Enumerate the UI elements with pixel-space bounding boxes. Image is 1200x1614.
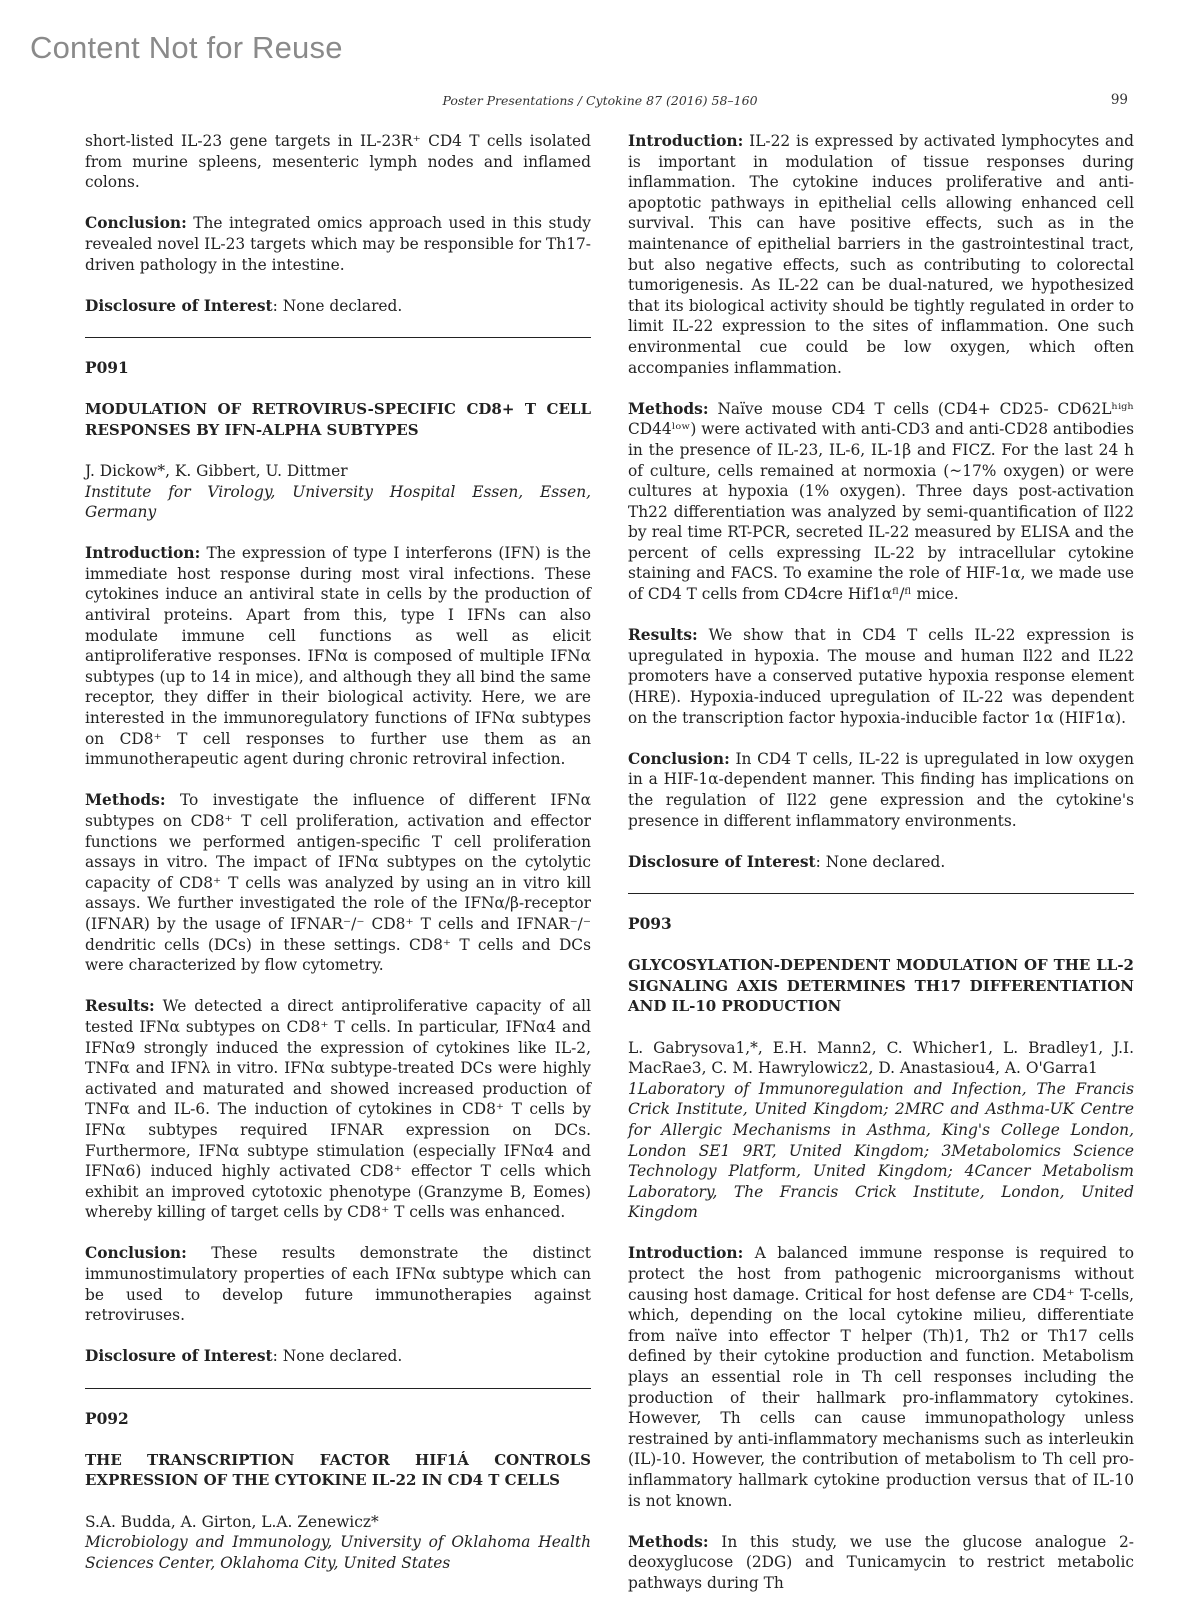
conclusion-text: In CD4 T cells, IL-22 is upregulated in low oxygen in a HIF-1α-dependent manner. This finding has implications on the regulation of Il22 gene expression and the cytokine's presence in different inflammatory environments.: [628, 749, 1134, 830]
introduction-label: Introduction:: [85, 544, 201, 563]
methods-paragraph: [85, 790, 591, 975]
methods-paragraph: [628, 399, 1134, 605]
carry-paragraph: short-listed IL-23 gene targets in IL-23R⁺ CD4 T cells isolated from murine spleens, mesenteric lymph nodes and inflamed colons.: [85, 132, 591, 192]
introduction-label: Introduction:: [628, 1244, 744, 1263]
conclusion-paragraph: [85, 1243, 591, 1325]
disclosure-label: Disclosure of Interest: [85, 296, 273, 315]
disclosure-paragraph: [85, 1346, 591, 1367]
results-paragraph: [85, 996, 591, 1223]
introduction-paragraph: [628, 131, 1134, 378]
running-head: Poster Presentations / Cytokine 87 (2016) 58–160: [442, 93, 758, 108]
abstract-authors: J. Dickow*, K. Gibbert, U. Dittmer: [85, 461, 348, 480]
methods-label: Methods:: [628, 399, 709, 418]
methods-label: Methods:: [628, 1532, 709, 1551]
introduction-label: Introduction:: [628, 132, 744, 150]
abstract-code: P093: [628, 914, 672, 933]
introduction-paragraph: [628, 1243, 1134, 1511]
section-divider: [85, 337, 591, 338]
section-divider: [628, 893, 1134, 894]
abstract-title: MODULATION OF RETROVIRUS-SPECIFIC CD8+ T CELL RESPONSES BY IFN-ALPHA SUBTYPES: [85, 400, 591, 439]
page-number: 99: [1110, 92, 1128, 108]
results-label: Results:: [628, 626, 698, 645]
abstract-title: THE TRANSCRIPTION FACTOR HIF1Á CONTROLS EXPRESSION OF THE CYTOKINE IL-22 IN CD4 T CELLS: [85, 1450, 591, 1490]
disclosure-text: : None declared.: [272, 296, 403, 315]
results-label: Results:: [85, 997, 155, 1016]
section-divider: [85, 1388, 591, 1389]
introduction-text: A balanced immune response is required to protect the host from pathogenic microorganisms without causing host damage. Critical for host defense are CD4⁺ T-cells, which, depending on the local cytokine milieu, differentiate from naïve into effector T helper (Th)1, Th2 or Th17 cells defined by their cytokine production and function. Metabolism plays an essential role in Th cell responses including the production of their hallmark pro-inflammatory cytokines. However, Th cells can cause immunopathology unless restrained by anti-inflammatory mechanisms such as interleukin (IL)-10. However, the contribution of metabolism to Th cell pro-inflammatory hallmark cytokine production versus that of IL-10 is not known.: [628, 1244, 1134, 1510]
disclosure-label: Disclosure of Interest: [85, 1347, 273, 1366]
abstract-title: GLYCOSYLATION-DEPENDENT MODULATION OF THE LL-2 SIGNALING AXIS DETERMINES TH17 DIFFERENTIATION AND IL-10 PRODUCTION: [628, 956, 1134, 1016]
carry-conclusion: [85, 213, 591, 275]
disclosure-text: : None declared.: [815, 852, 946, 871]
methods-text: In this study, we use the glucose analogue 2-deoxyglucose (2DG) and Tunicamycin to restrict metabolic pathways during Th: [628, 1532, 1134, 1592]
disclosure-label: Disclosure of Interest: [628, 852, 816, 871]
abstract-code: P091: [85, 358, 129, 377]
watermark: Content Not for Reuse: [30, 30, 343, 65]
introduction-text: IL-22 is expressed by activated lymphocytes and is important in modulation of tissue responses during inflammation. The cytokine induces proliferative and anti-apoptotic pathways in epithelial cells allowing enhanced cell survival. This can have positive effects, such as in the maintenance of epithelial barriers in the gastrointestinal tract, but also negative effects, such as contributing to colorectal tumorigenesis. As IL-22 can be dual-natured, we hypothesized that its biological activity should be tightly regulated in order to limit IL-22 expression to the sites of inflammation. One such environmental cue could be low oxygen, which often accompanies inflammation.: [628, 132, 1134, 377]
methods-paragraph: [628, 1532, 1134, 1594]
methods-text: Naïve mouse CD4 T cells (CD4+ CD25- CD62Lʰⁱᵍʰ CD44ˡᵒʷ) were activated with anti-CD3 and anti-CD28 antibodies in the presence of IL-23, IL-6, IL-1β and FICZ. For the last 24 h of culture, cells remained at normoxia (~17% oxygen) or were cultures at hypoxia (1% oxygen). Three days post-activation Th22 differentiation was analyzed by semi-quantification of Il22 by real time RT-PCR, secreted IL-22 measured by ELISA and the percent of cells expressing IL-22 by intracellular cytokine staining and FACS. To examine the role of HIF-1α, we made use of CD4 T cells from CD4cre Hif1αᶠˡ/ᶠˡ mice.: [628, 399, 1134, 604]
introduction-text: The expression of type I interferons (IFN) is the immediate host response during most viral infections. These cytokines induce an antiviral state in cells by the production of antiviral proteins. Apart from this, type I IFNs can also modulate immune cell functions as well as elicit antiproliferative responses. IFNα is composed of multiple IFNα subtypes (up to 14 in mice), and although they all bind the same receptor, they differ in their biological activity. Here, we are interested in the immunoregulatory functions of IFNα subtypes on CD8⁺ T cell responses to further use them as an immunotherapeutic agent during chronic retroviral infection.: [85, 544, 591, 769]
right-column: [628, 131, 1134, 1614]
conclusion-paragraph: [628, 749, 1134, 831]
abstract-affiliation: 1Laboratory of Immunoregulation and Infection, The Francis Crick Institute, United Kingdom; 2MRC and Asthma-UK Centre for Allergic Mechanisms in Asthma, King's College London, London SE1 9RT, United Kingdom; 3Metabolomics Science Technology Platform, United Kingdom; 4Cancer Metabolism Laboratory, The Francis Crick Institute, London, United Kingdom: [628, 1079, 1134, 1222]
results-text: We show that in CD4 T cells IL-22 expression is upregulated in hypoxia. The mouse and human Il22 and IL22 promoters have a conserved putative hypoxia response element (HRE). Hypoxia-induced upregulation of IL-22 was dependent on the transcription factor hypoxia-inducible factor 1α (HIF1α).: [628, 626, 1134, 727]
introduction-paragraph: [85, 543, 591, 770]
abstract-affiliation: Microbiology and Immunology, University of Oklahoma Health Sciences Center, Oklahoma City, United States: [85, 1533, 591, 1572]
methods-text: To investigate the influence of different IFNα subtypes on CD8⁺ T cell proliferation, activation and effector functions we performed antigen-specific T cell proliferation assays in vitro. The impact of IFNα subtypes on the cytolytic capacity of CD8⁺ T cells was analyzed by using an in vitro kill assays. We further investigated the role of the IFNα/β-receptor (IFNAR) by the usage of IFNAR⁻/⁻ CD8⁺ T cells and IFNAR⁻/⁻ dendritic cells (DCs) in these settings. CD8⁺ T cells and DCs were characterized by flow cytometry.: [85, 791, 591, 975]
conclusion-label: Conclusion:: [85, 214, 187, 233]
results-paragraph: [628, 625, 1134, 728]
disclosure-paragraph: [628, 852, 1134, 873]
conclusion-text: These results demonstrate the distinct immunostimulatory properties of each IFNα subtype which can be used to develop future immunotherapies against retroviruses.: [85, 1244, 591, 1325]
abstract-code: P092: [85, 1409, 129, 1428]
abstract-affiliation: Institute for Virology, University Hospital Essen, Essen, Germany: [85, 482, 591, 522]
methods-label: Methods:: [85, 791, 166, 810]
carry-disclosure: [85, 296, 591, 317]
conclusion-label: Conclusion:: [85, 1244, 187, 1263]
abstract-authors: S.A. Budda, A. Girton, L.A. Zenewicz*: [85, 1512, 379, 1531]
results-text: We detected a direct antiproliferative capacity of all tested IFNα subtypes on CD8⁺ T cells. In particular, IFNα4 and IFNα9 strongly induced the expression of cytokines like IL-2, TNFα and IFNλ in vitro. IFNα subtype-treated DCs were highly activated and maturated and showed increased production of TNFα and IL-6. The induction of cytokines in CD8⁺ T cells by IFNα subtypes required IFNAR expression on DCs. Furthermore, IFNα subtype stimulation (especially IFNα4 and IFNα6) induced highly activated CD8⁺ effector T cells which exhibit an improved cytotoxic phenotype (Granzyme B, Eomes) whereby killing of target cells by CD8⁺ T cells was enhanced.: [85, 997, 591, 1222]
abstract-authors: L. Gabrysova1,*, E.H. Mann2, C. Whicher1, L. Bradley1, J.I. MacRae3, C. M. Hawrylowicz2, D. Anastasiou4, A. O'Garra1: [628, 1038, 1134, 1078]
left-column: [85, 131, 591, 1594]
conclusion-label: Conclusion:: [628, 749, 730, 768]
conclusion-text: The integrated omics approach used in this study revealed novel IL-23 targets which may be responsible for Th17-driven pathology in the intestine.: [85, 214, 591, 274]
disclosure-text: : None declared.: [272, 1347, 403, 1366]
